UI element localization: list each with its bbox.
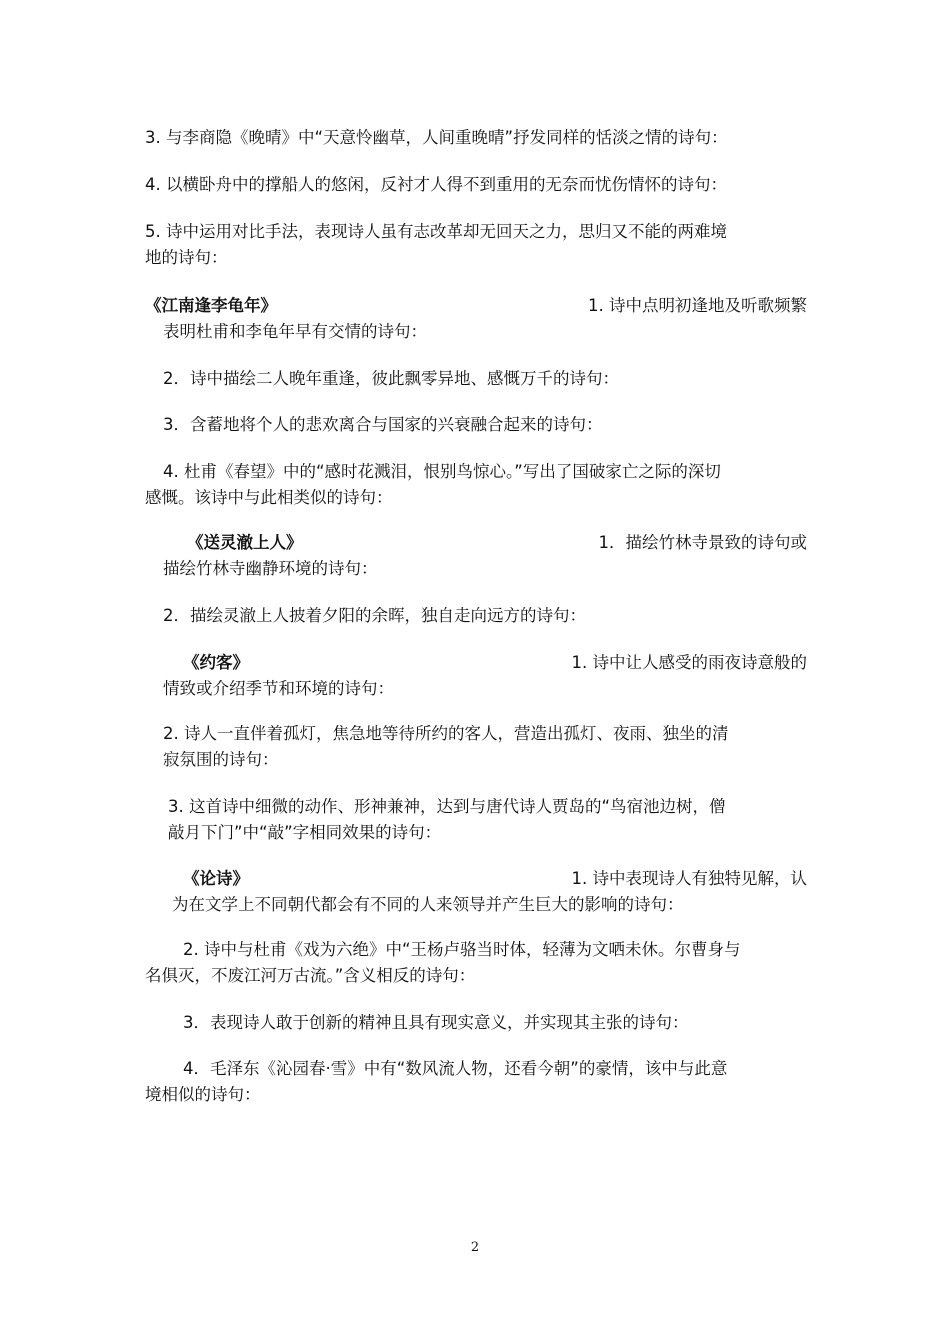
question-intro-4: 4. 以横卧舟中的撑船人的悠闲，反衬才人得不到重用的无奈而忧伤情怀的诗句： xyxy=(145,175,727,194)
poem3-question-3: 3. 这首诗中细微的动作、形神兼神，达到与唐代诗人贾岛的“鸟宿池边树，僧 敲月下门”中“敲”字相同效果的诗句： xyxy=(168,797,726,842)
poem-title: 《论诗》 xyxy=(183,869,249,888)
question-tail: 情致或介绍季节和环境的诗句： xyxy=(163,679,394,698)
question-intro-5: 5. 诗中运用对比手法，表现诗人虽有志改革却无回天之力，思归又不能的两难境 地的诗句： xyxy=(145,222,727,267)
question-head: 1. 诗中表现诗人有独特见解，认 xyxy=(571,869,807,888)
question-head: 1. 诗中让人感受的雨夜诗意般的 xyxy=(571,653,807,672)
question-tail: 表明杜甫和李龟年早有交情的诗句： xyxy=(163,322,427,341)
poem1-question-4: 4. 杜甫《春望》中的“感时花溅泪，恨别鸟惊心。”写出了国破家亡之际的深切 感慨。该诗中与此相类似的诗句： xyxy=(145,462,721,507)
poem2-question-2: 2．描绘灵澈上人披着夕阳的余晖，独自走向远方的诗句： xyxy=(163,606,586,625)
poem-heading-lunshi xyxy=(145,866,807,892)
poem-title: 《江南逢李龟年》 xyxy=(145,296,277,315)
poem4-question-3: 3．表现诗人敢于创新的精神且具有现实意义，并实现其主张的诗句： xyxy=(183,1013,689,1032)
poem3-question-2: 2. 诗人一直伴着孤灯，焦急地等待所约的客人，营造出孤灯、夜雨、独坐的清 寂氛围的诗句： xyxy=(163,724,729,769)
question-tail: 描绘竹林寺幽静环境的诗句： xyxy=(163,559,378,578)
poem-heading-yueke xyxy=(145,650,807,676)
poem4-question-4: 4．毛泽东《沁园春·雪》中有“数风流人物，还看今朝”的豪情，该中与此意 境相似的诗句： xyxy=(145,1059,728,1104)
question-head: 1．描绘竹林寺景致的诗句或 xyxy=(598,533,807,552)
question-intro-3: 3. 与李商隐《晚晴》中“天意怜幽草，人间重晚晴”抒发同样的恬淡之情的诗句： xyxy=(145,128,728,147)
poem1-question-2: 2．诗中描绘二人晚年重逢，彼此飘零异地、感慨万千的诗句： xyxy=(163,369,619,388)
question-tail: 为在文学上不同朝代都会有不同的人来领导并产生巨大的影响的诗句： xyxy=(172,895,684,914)
poem1-question-3: 3．含蓄地将个人的悲欢离合与国家的兴衰融合起来的诗句： xyxy=(163,415,603,434)
page-number: 2 xyxy=(470,1240,480,1255)
poem-heading-jiangnan xyxy=(145,293,807,319)
poem-title: 《送灵澈上人》 xyxy=(187,533,303,552)
question-head: 1. 诗中点明初逢地及听歌频繁 xyxy=(588,296,807,315)
poem4-question-2: 2. 诗中与杜甫《戏为六绝》中“王杨卢骆当时体，轻薄为文哂未休。尔曹身与 名俱灭，不废江河万古流。”含义相反的诗句： xyxy=(145,940,741,985)
poem-title: 《约客》 xyxy=(183,653,249,672)
poem-heading-lingche xyxy=(145,530,807,556)
